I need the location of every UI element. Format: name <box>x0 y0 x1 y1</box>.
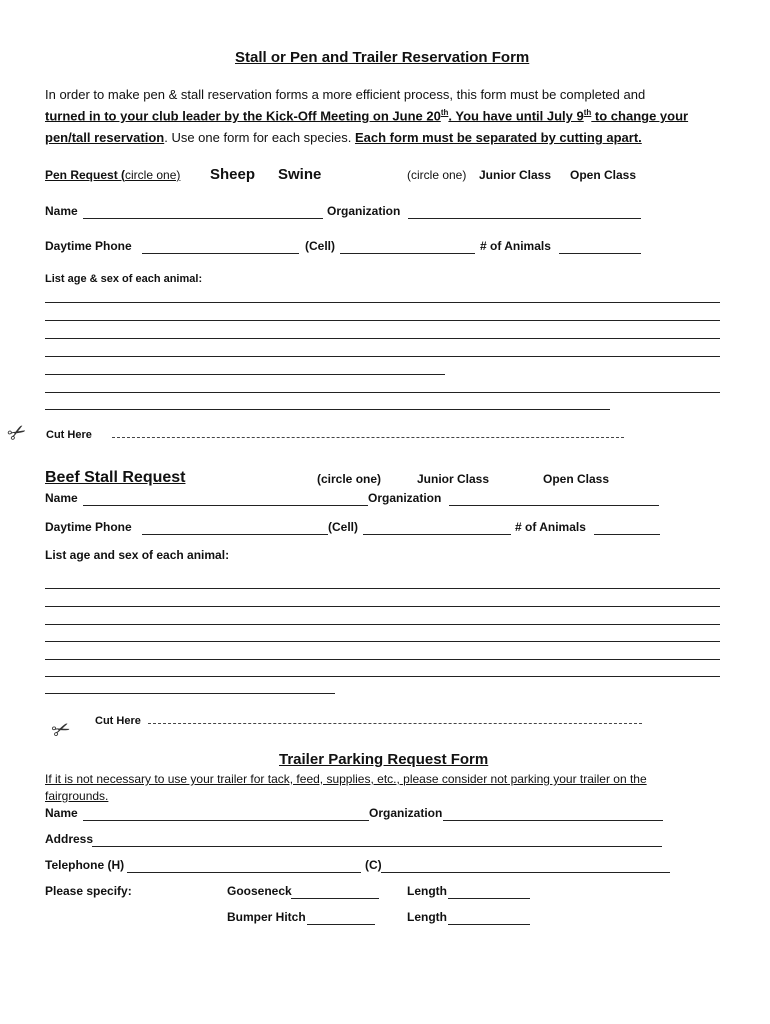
name-label: Name <box>45 204 78 218</box>
beef-daytime-phone-field[interactable] <box>142 534 328 535</box>
beef-animal-list-line[interactable] <box>45 588 720 589</box>
trailer-title: Trailer Parking Request Form <box>279 751 489 768</box>
animal-list-line[interactable] <box>45 338 720 339</box>
page-title: Stall or Pen and Trailer Reservation Form <box>235 49 530 66</box>
beef-daytime-phone-label: Daytime Phone <box>45 520 132 534</box>
animals-field[interactable] <box>559 253 641 254</box>
animal-list-line[interactable] <box>45 356 720 357</box>
beef-stall-title: Beef Stall Request <box>45 469 186 486</box>
beef-circle-label: (circle one) <box>317 472 382 486</box>
animal-list-label: List age & sex of each animal: <box>45 273 203 285</box>
animal-list-line[interactable] <box>45 320 720 321</box>
option-swine[interactable]: Swine <box>278 166 322 183</box>
beef-cell-field[interactable] <box>363 534 511 535</box>
beef-animal-list-line[interactable] <box>45 624 720 625</box>
beef-animal-list-line[interactable] <box>45 659 720 660</box>
animal-list-line[interactable] <box>45 374 445 375</box>
gooseneck-length-field[interactable] <box>448 898 530 899</box>
name-field[interactable] <box>83 218 323 219</box>
beef-cell-label: (Cell) <box>328 520 358 534</box>
option-sheep[interactable]: Sheep <box>210 166 256 183</box>
beef-option-open-class[interactable]: Open Class <box>543 472 610 486</box>
telephone-home-label: Telephone (H) <box>45 858 125 872</box>
beef-animal-list-label: List age and sex of each animal: <box>45 548 230 562</box>
option-junior-class[interactable]: Junior Class <box>479 168 552 182</box>
cut-line <box>112 437 624 438</box>
gooseneck-field[interactable] <box>291 898 379 899</box>
animal-list-line[interactable] <box>45 302 720 303</box>
intro-line-2: turned in to your club leader by the Kick-Off Meeting on June 20th. You have until July 9th to change your <box>45 108 689 124</box>
beef-animal-list-line[interactable] <box>45 676 720 677</box>
trailer-name-label: Name <box>45 806 78 820</box>
daytime-phone-label: Daytime Phone <box>45 239 132 253</box>
animal-list-line[interactable] <box>45 409 610 410</box>
scissors-icon: ✂ <box>2 417 32 449</box>
beef-animal-list-line[interactable] <box>45 606 720 607</box>
please-specify-label: Please specify: <box>45 884 132 898</box>
organization-label: Organization <box>327 204 401 218</box>
trailer-name-field[interactable] <box>83 820 369 821</box>
trailer-organization-field[interactable] <box>443 820 663 821</box>
bumper-hitch-label: Bumper Hitch <box>227 910 306 924</box>
telephone-cell-field[interactable] <box>381 872 670 873</box>
trailer-note-line-1: If it is not necessary to use your trailer for tack, feed, supplies, etc., please consider not parking your trailer on the <box>45 772 647 786</box>
beef-organization-field[interactable] <box>449 505 659 506</box>
telephone-cell-label: (C) <box>365 858 382 872</box>
beef-animal-list-line[interactable] <box>45 641 720 642</box>
daytime-phone-field[interactable] <box>142 253 299 254</box>
beef-organization-label: Organization <box>368 491 442 505</box>
bumper-length-field[interactable] <box>448 924 530 925</box>
bumper-length-label: Length <box>407 910 447 924</box>
beef-animals-label: # of Animals <box>515 520 586 534</box>
address-label: Address <box>45 832 94 846</box>
bumper-hitch-field[interactable] <box>307 924 375 925</box>
beef-name-label: Name <box>45 491 78 505</box>
gooseneck-label: Gooseneck <box>227 884 292 898</box>
telephone-home-field[interactable] <box>127 872 361 873</box>
intro-line-1: In order to make pen & stall reservation forms a more efficient process, this form must be completed and <box>45 87 646 102</box>
cut-here-label: Cut Here <box>95 715 141 727</box>
address-field[interactable] <box>92 846 662 847</box>
intro-line-3: pen/tall reservation. Use one form for each species. Each form must be separated by cutting apart. <box>45 130 642 145</box>
beef-option-junior-class[interactable]: Junior Class <box>417 472 490 486</box>
animal-list-line[interactable] <box>45 392 720 393</box>
intro-deadline-1: turned in to your club leader by the Kick-Off Meeting on June 20 <box>45 108 441 124</box>
scissors-icon: ✂ <box>48 714 74 745</box>
cell-label: (Cell) <box>305 239 335 253</box>
cut-line <box>148 723 642 724</box>
beef-animals-field[interactable] <box>594 534 660 535</box>
beef-animal-list-line[interactable] <box>45 693 335 694</box>
animals-label: # of Animals <box>480 239 551 253</box>
organization-field[interactable] <box>408 218 641 219</box>
class-circle-label: (circle one) <box>407 168 467 182</box>
gooseneck-length-label: Length <box>407 884 447 898</box>
cut-here-label: Cut Here <box>46 429 92 441</box>
pen-request-row: Pen Request (circle one) <box>45 168 181 182</box>
beef-name-field[interactable] <box>83 505 368 506</box>
option-open-class[interactable]: Open Class <box>570 168 637 182</box>
cell-field[interactable] <box>340 253 475 254</box>
trailer-organization-label: Organization <box>369 806 443 820</box>
trailer-note-line-2: fairgrounds. <box>45 789 109 803</box>
intro-deadline-2: . You have until July 9 <box>448 108 584 124</box>
